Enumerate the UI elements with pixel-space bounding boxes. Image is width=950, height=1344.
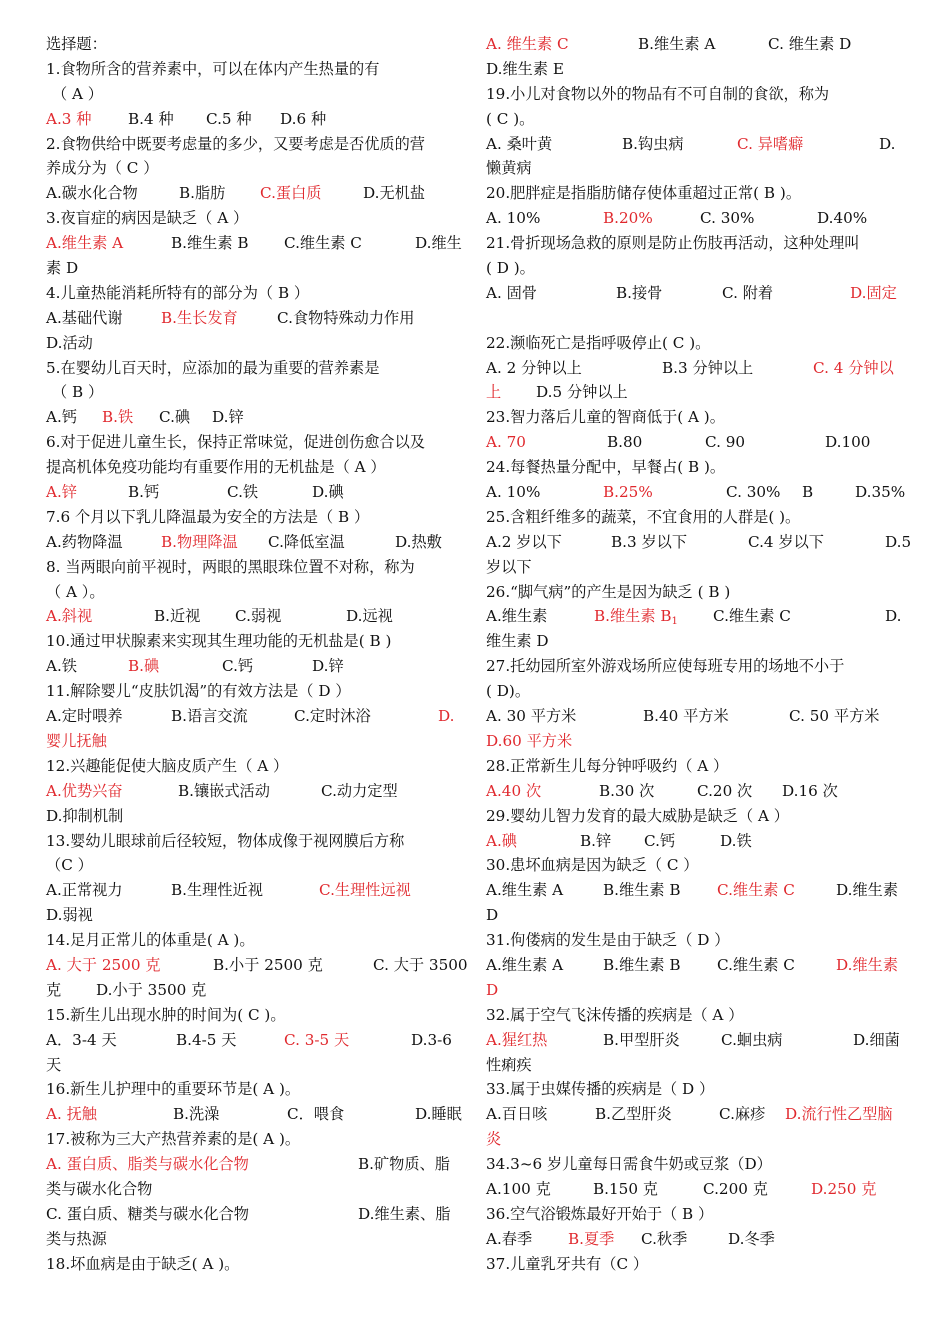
text-segment: D.抑制机制 bbox=[46, 806, 124, 825]
text-segment: C. 30% bbox=[726, 483, 781, 502]
text-segment: 14.足月正常儿的体重是( A )。 bbox=[46, 931, 255, 950]
text-line bbox=[486, 928, 904, 953]
text-segment: B.近视 bbox=[154, 607, 201, 626]
text-segment: C.维生素 C bbox=[284, 234, 362, 253]
answer-option: C.蛋白质 bbox=[260, 184, 322, 203]
text-segment: 28.正常新生儿每分钟呼吸约（ A ） bbox=[486, 756, 729, 775]
text-segment: 37.儿童乳牙共有（C ） bbox=[486, 1254, 649, 1273]
text-segment: 17.被称为三大产热营养素的是( A )。 bbox=[46, 1130, 301, 1149]
text-line bbox=[486, 107, 904, 132]
text-line bbox=[46, 679, 466, 704]
text-line bbox=[486, 1102, 904, 1127]
text-line bbox=[46, 804, 466, 829]
text-segment: A.铁 bbox=[46, 657, 77, 676]
text-segment: 性痢疾 bbox=[486, 1055, 532, 1074]
text-line bbox=[46, 231, 466, 256]
text-line bbox=[46, 1227, 466, 1252]
text-line bbox=[46, 281, 466, 306]
text-line bbox=[46, 306, 466, 331]
text-segment: C.维生素 C bbox=[713, 607, 791, 626]
text-line bbox=[486, 331, 904, 356]
text-segment: 类与热源 bbox=[46, 1229, 107, 1248]
text-line bbox=[46, 356, 466, 381]
text-segment: D.5 分钟以上 bbox=[536, 383, 628, 402]
text-line bbox=[46, 380, 466, 405]
text-line bbox=[46, 829, 466, 854]
answer-option: A.斜视 bbox=[46, 607, 93, 626]
text-segment: C.秋季 bbox=[641, 1229, 688, 1248]
text-segment: 20.肥胖症是指脂肪储存使体重超过正常( B )。 bbox=[486, 184, 802, 203]
text-line bbox=[46, 256, 466, 281]
text-segment: A.春季 bbox=[486, 1229, 533, 1248]
text-segment: B.洗澡 bbox=[173, 1105, 220, 1124]
text-line bbox=[46, 132, 466, 157]
text-segment: B.钙 bbox=[128, 483, 160, 502]
text-line bbox=[486, 380, 904, 405]
text-segment: 32.属于空气飞沫传播的疾病是（ A ） bbox=[486, 1005, 744, 1024]
text-segment: A.2 岁以下 bbox=[486, 532, 562, 551]
text-line bbox=[486, 1003, 904, 1028]
text-segment: C. 50 平方米 bbox=[789, 707, 880, 726]
text-segment: A.定时喂养 bbox=[46, 707, 123, 726]
answer-option: A. 维生素 C bbox=[486, 35, 569, 53]
text-line bbox=[46, 32, 466, 57]
text-segment: 29.婴幼儿智力发育的最大威胁是缺乏（ A ） bbox=[486, 806, 789, 825]
text-segment: B.80 bbox=[607, 433, 643, 452]
text-segment: B.维生素 B bbox=[603, 881, 681, 900]
answer-option: D.固定 bbox=[850, 283, 897, 302]
text-segment: B.4 种 bbox=[128, 109, 174, 128]
text-segment: D. bbox=[879, 134, 896, 153]
text-segment: （C ） bbox=[46, 856, 93, 875]
text-line bbox=[486, 1177, 904, 1202]
text-segment: A.百日咳 bbox=[486, 1105, 548, 1124]
text-segment: C.食物特殊动力作用 bbox=[277, 308, 415, 327]
text-line bbox=[46, 1028, 466, 1053]
text-segment: ( D)。 bbox=[486, 682, 531, 701]
text-segment: B.脂肪 bbox=[179, 184, 226, 203]
text-segment: A.碳水化合物 bbox=[46, 184, 138, 203]
text-segment: B.锌 bbox=[580, 831, 612, 850]
text-line bbox=[486, 181, 904, 206]
text-line bbox=[46, 505, 466, 530]
text-line bbox=[486, 405, 904, 430]
text-segment: 11.解除婴儿“皮肤饥渴”的有效方法是（ D ） bbox=[46, 682, 351, 701]
text-segment: C.麻疹 bbox=[719, 1105, 766, 1124]
text-segment: D.锌 bbox=[212, 408, 244, 427]
text-segment: C.200 克 bbox=[703, 1179, 768, 1198]
text-segment: B.3 岁以下 bbox=[611, 532, 688, 551]
text-segment: B.3 分钟以上 bbox=[662, 358, 754, 377]
text-segment: D bbox=[486, 906, 499, 925]
text-segment: 31.佝偻病的发生是由于缺乏（ D ） bbox=[486, 931, 730, 950]
text-line bbox=[46, 878, 466, 903]
text-segment: D.无机盐 bbox=[363, 184, 426, 203]
text-segment: D.碘 bbox=[312, 483, 344, 502]
answer-option: A.优势兴奋 bbox=[46, 781, 123, 800]
text-segment: B.接骨 bbox=[616, 283, 663, 302]
text-segment: A. 10% bbox=[486, 209, 541, 228]
text-line bbox=[486, 156, 904, 181]
text-segment: D.16 次 bbox=[782, 781, 838, 800]
text-line bbox=[46, 405, 466, 430]
text-line bbox=[46, 779, 466, 804]
text-segment: 16.新生儿护理中的重要环节是( A )。 bbox=[46, 1080, 301, 1099]
text-line bbox=[486, 1127, 904, 1152]
text-line bbox=[46, 903, 466, 928]
text-segment: 33.属于虫媒传播的疾病是（ D ） bbox=[486, 1080, 715, 1099]
text-segment: 25.含粗纤维多的蔬菜，不宜食用的人群是( )。 bbox=[486, 507, 801, 526]
text-line bbox=[46, 604, 466, 629]
text-line bbox=[46, 181, 466, 206]
text-segment: 选择题： bbox=[46, 35, 107, 53]
answer-option: B.铁 bbox=[102, 408, 134, 427]
text-line bbox=[46, 704, 466, 729]
text-line bbox=[46, 1152, 466, 1177]
text-line bbox=[46, 654, 466, 679]
text-segment: C. 90 bbox=[705, 433, 746, 452]
text-line bbox=[486, 530, 912, 555]
text-segment: （ A ）。 bbox=[46, 582, 105, 601]
text-segment: 21.骨折现场急救的原则是防止伤肢再活动，这种处理叫 bbox=[486, 234, 860, 253]
text-segment: A.100 克 bbox=[486, 1179, 551, 1198]
answer-option: 婴儿抚触 bbox=[46, 731, 107, 750]
text-line bbox=[46, 430, 466, 455]
text-segment: A.维生素 A bbox=[486, 881, 564, 900]
text-line bbox=[46, 206, 466, 231]
text-segment: C.碘 bbox=[159, 408, 191, 427]
text-line bbox=[486, 829, 904, 854]
text-segment: 6.对于促进儿童生长，保持正常味觉，促进创伤愈合以及 bbox=[46, 433, 425, 452]
text-line bbox=[486, 281, 904, 306]
text-segment: 13.婴幼儿眼球前后径较短，物体成像于视网膜后方称 bbox=[46, 831, 405, 850]
text-segment: D.弱视 bbox=[46, 906, 93, 925]
text-segment: 素 D bbox=[46, 259, 79, 278]
text-segment: C. 蛋白质、糖类与碳水化合物 bbox=[46, 1204, 249, 1223]
text-segment: C.降低室温 bbox=[268, 532, 345, 551]
text-segment: 22.濒临死亡是指呼吸停止( C )。 bbox=[486, 333, 711, 352]
text-segment: ( D )。 bbox=[486, 259, 535, 278]
text-line bbox=[486, 356, 904, 381]
text-line bbox=[46, 580, 466, 605]
answer-option: A.碘 bbox=[486, 831, 517, 850]
text-line bbox=[486, 654, 904, 679]
answer-option: C.维生素 C bbox=[717, 881, 795, 900]
text-segment: B bbox=[802, 483, 814, 502]
text-line bbox=[486, 729, 904, 754]
text-line bbox=[46, 1202, 466, 1227]
text-line bbox=[46, 1127, 466, 1152]
answer-option: A.维生素 A bbox=[46, 234, 124, 253]
text-line bbox=[486, 779, 904, 804]
answer-option: 上 bbox=[486, 383, 502, 402]
text-segment: A.药物降温 bbox=[46, 532, 123, 551]
text-line bbox=[486, 679, 904, 704]
answer-option: B.维生素 $B_1$ bbox=[594, 607, 678, 628]
text-segment: B.乙型肝炎 bbox=[595, 1105, 672, 1124]
text-segment: D.细菌 bbox=[853, 1030, 900, 1049]
text-line bbox=[486, 1152, 904, 1177]
text-segment: B.生理性近视 bbox=[171, 881, 263, 900]
text-segment: D.35% bbox=[855, 483, 906, 502]
text-line bbox=[486, 32, 904, 57]
answer-option: A.锌 bbox=[46, 483, 77, 502]
text-line bbox=[486, 953, 904, 978]
text-line bbox=[486, 480, 904, 505]
text-line bbox=[486, 555, 904, 580]
text-line bbox=[486, 604, 904, 629]
text-line bbox=[486, 1077, 904, 1102]
text-line bbox=[46, 978, 466, 1003]
text-line bbox=[46, 1177, 466, 1202]
answer-option: D.250 克 bbox=[811, 1179, 877, 1198]
text-segment: B.30 次 bbox=[599, 781, 655, 800]
text-segment: D.40% bbox=[817, 209, 868, 228]
text-segment: 5.在婴幼儿百天时，应添加的最为重要的营养素是 bbox=[46, 358, 380, 377]
text-segment: C.5 种 bbox=[206, 109, 252, 128]
text-segment: D.6 种 bbox=[280, 109, 327, 128]
text-segment: B.钩虫病 bbox=[622, 134, 684, 153]
text-segment: 30.患坏血病是因为缺乏（ C ） bbox=[486, 856, 699, 875]
text-segment: A.基础代谢 bbox=[46, 308, 123, 327]
left-column bbox=[46, 32, 466, 1277]
text-segment: C.钙 bbox=[222, 657, 254, 676]
text-segment: A．3-4 天 bbox=[46, 1030, 117, 1049]
text-segment: ( C )。 bbox=[486, 109, 535, 128]
answer-option: D bbox=[486, 980, 499, 999]
text-line bbox=[486, 231, 904, 256]
text-line bbox=[486, 853, 904, 878]
text-line bbox=[486, 903, 904, 928]
text-segment: D.维生 bbox=[415, 234, 462, 253]
text-line bbox=[486, 629, 904, 654]
text-segment: A. 固骨 bbox=[486, 283, 537, 302]
text-segment: 2.食物供给中既要考虑量的多少，又要考虑是否优质的营 bbox=[46, 134, 425, 153]
text-segment: D.100 bbox=[825, 433, 871, 452]
text-segment: 4.儿童热能消耗所特有的部分为（ B ） bbox=[46, 283, 310, 302]
text-segment: B.150 克 bbox=[593, 1179, 658, 1198]
answer-option: A. 70 bbox=[486, 433, 526, 452]
text-segment: D.维生素 E bbox=[486, 59, 564, 78]
text-segment: D.维生素 bbox=[836, 881, 899, 900]
answer-option: B.25% bbox=[603, 483, 653, 502]
text-line bbox=[46, 331, 466, 356]
text-segment: D.远视 bbox=[346, 607, 393, 626]
text-segment: D.睡眠 bbox=[415, 1105, 462, 1124]
text-segment: A. 30 平方米 bbox=[486, 707, 577, 726]
text-line bbox=[486, 1028, 904, 1053]
text-segment: 克 bbox=[46, 980, 62, 999]
answer-option: A. 大于 2500 克 bbox=[46, 955, 161, 974]
subscript: 1 bbox=[671, 616, 678, 628]
text-segment: C.动力定型 bbox=[321, 781, 398, 800]
text-line bbox=[486, 430, 904, 455]
answer-option: D.60 平方米 bbox=[486, 731, 573, 750]
text-segment: 维生素 D bbox=[486, 632, 549, 651]
text-segment: C. 附着 bbox=[722, 283, 774, 302]
text-segment: 27.托幼园所室外游戏场所应使每班专用的场地不小于 bbox=[486, 657, 845, 676]
text-line bbox=[46, 1102, 466, 1127]
text-segment: 19.小儿对食物以外的物品有不可自制的食欲，称为 bbox=[486, 84, 830, 103]
text-segment: B.40 平方米 bbox=[643, 707, 729, 726]
text-segment: （ A ） bbox=[52, 84, 103, 103]
text-segment: A.维生素 bbox=[486, 607, 548, 626]
text-segment: 8. 当两眼向前平视时，两眼的黑眼珠位置不对称，称为 bbox=[46, 557, 415, 576]
text-segment: D.铁 bbox=[720, 831, 752, 850]
text-segment: B.维生素 B bbox=[603, 955, 681, 974]
text-line bbox=[46, 82, 466, 107]
text-segment: B.4-5 天 bbox=[176, 1030, 237, 1049]
text-line bbox=[486, 132, 904, 157]
text-line bbox=[46, 455, 466, 480]
text-line bbox=[486, 82, 904, 107]
answer-option: D.维生素 bbox=[836, 955, 899, 974]
right-column bbox=[486, 32, 912, 1277]
text-segment: C.蛔虫病 bbox=[721, 1030, 783, 1049]
text-line bbox=[486, 505, 904, 530]
text-line bbox=[46, 530, 466, 555]
text-segment: 提高机体免疫功能均有重要作用的无机盐是（ A ） bbox=[46, 458, 386, 477]
answer-option: C. 异嗜癖 bbox=[737, 134, 804, 153]
text-line bbox=[486, 580, 904, 605]
answer-option: B.碘 bbox=[128, 657, 160, 676]
text-segment: A.钙 bbox=[46, 408, 77, 427]
answer-option: A.猩红热 bbox=[486, 1030, 548, 1049]
text-segment: B.小于 2500 克 bbox=[213, 955, 323, 974]
text-line bbox=[486, 878, 904, 903]
text-segment: 26.“脚气病”的产生是因为缺乏 ( B ) bbox=[486, 582, 731, 601]
text-segment: B.语言交流 bbox=[171, 707, 248, 726]
text-segment: 养成分为（ C ） bbox=[46, 159, 159, 178]
text-line bbox=[486, 57, 904, 82]
text-segment: C.定时沐浴 bbox=[294, 707, 371, 726]
text-segment: A. 桑叶黄 bbox=[486, 134, 553, 153]
text-segment: C．喂食 bbox=[287, 1105, 345, 1124]
text-segment: A.正常视力 bbox=[46, 881, 123, 900]
text-line bbox=[46, 629, 466, 654]
text-segment: （ B ） bbox=[52, 383, 104, 402]
text-segment: 3.夜盲症的病因是缺乏（ A ） bbox=[46, 209, 249, 228]
text-segment: 15.新生儿出现水肿的时间为( C )。 bbox=[46, 1005, 286, 1024]
text-line bbox=[486, 455, 904, 480]
text-segment: D.小于 3500 克 bbox=[96, 980, 207, 999]
text-segment: C.钙 bbox=[644, 831, 676, 850]
answer-option: B.夏季 bbox=[568, 1229, 615, 1248]
text-line bbox=[486, 804, 904, 829]
answer-option: A.40 次 bbox=[486, 781, 542, 800]
answer-option: C.生理性远视 bbox=[319, 881, 411, 900]
text-segment: 18.坏血病是由于缺乏( A )。 bbox=[46, 1254, 240, 1273]
text-segment: B.维生素 B bbox=[171, 234, 249, 253]
text-segment: 类与碳水化合物 bbox=[46, 1179, 153, 1198]
text-segment: 12.兴趣能促使大脑皮质产生（ A ） bbox=[46, 756, 289, 775]
text-segment: D.活动 bbox=[46, 333, 93, 352]
answer-option: C. 3-5 天 bbox=[284, 1030, 350, 1049]
text-line bbox=[46, 555, 466, 580]
text-segment: B.镶嵌式活动 bbox=[178, 781, 270, 800]
text-segment: C.4 岁以下 bbox=[748, 532, 824, 551]
answer-option: D. bbox=[438, 707, 455, 726]
text-segment: B.矿物质、脂 bbox=[358, 1155, 450, 1174]
text-line bbox=[46, 107, 466, 132]
text-segment: D. bbox=[885, 607, 902, 626]
answer-option: A. 蛋白质、脂类与碳水化合物 bbox=[46, 1155, 249, 1174]
text-line bbox=[46, 57, 466, 82]
answer-option: B.20% bbox=[603, 209, 653, 228]
text-segment: B.维生素 A bbox=[638, 35, 716, 53]
text-line bbox=[486, 256, 904, 281]
text-line bbox=[46, 928, 466, 953]
answer-option: A.3 种 bbox=[46, 109, 92, 128]
text-segment: B.甲型肝炎 bbox=[603, 1030, 680, 1049]
text-line bbox=[486, 978, 904, 1003]
text-line bbox=[486, 1227, 904, 1252]
text-line bbox=[486, 1252, 904, 1277]
text-segment: A. 2 分钟以上 bbox=[486, 358, 582, 377]
text-segment: 24.每餐热量分配中，早餐占( B )。 bbox=[486, 458, 726, 477]
text-segment: D.3-6 bbox=[411, 1030, 452, 1049]
text-line bbox=[486, 1053, 904, 1078]
text-segment: 天 bbox=[46, 1055, 62, 1074]
text-segment: D.冬季 bbox=[728, 1229, 775, 1248]
text-segment: 1.食物所含的营养素中，可以在体内产生热量的有 bbox=[46, 59, 380, 78]
text-segment: 10.通过甲状腺素来实现其生理功能的无机盐是( B ) bbox=[46, 632, 392, 651]
text-line bbox=[46, 1003, 466, 1028]
text-line bbox=[46, 480, 466, 505]
text-segment: D.5 bbox=[885, 532, 912, 551]
text-segment: 7.6 个月以下乳儿降温最为安全的方法是（ B ） bbox=[46, 507, 370, 526]
text-segment: C.20 次 bbox=[697, 781, 753, 800]
text-line bbox=[46, 1077, 466, 1102]
text-segment: C.弱视 bbox=[235, 607, 282, 626]
answer-option: C. 4 分钟以 bbox=[813, 358, 894, 377]
answer-option: B.生长发育 bbox=[161, 308, 238, 327]
text-segment: 23.智力落后儿童的智商低于( A )。 bbox=[486, 408, 725, 427]
text-line bbox=[486, 1202, 904, 1227]
answer-option: D.流行性乙型脑 bbox=[785, 1105, 893, 1124]
text-segment: 36.空气浴锻炼最好开始于（ B ） bbox=[486, 1204, 714, 1223]
text-segment: C. 30% bbox=[700, 209, 755, 228]
text-segment: 懒黄病 bbox=[486, 159, 532, 178]
text-line bbox=[46, 953, 466, 978]
text-line bbox=[46, 1252, 466, 1277]
text-line bbox=[46, 853, 466, 878]
answer-option: 炎 bbox=[486, 1130, 502, 1149]
text-line bbox=[46, 1053, 466, 1078]
text-segment: A.维生素 A bbox=[486, 955, 564, 974]
text-line bbox=[46, 156, 466, 181]
text-segment: 岁以下 bbox=[486, 557, 532, 576]
text-segment: A. 10% bbox=[486, 483, 541, 502]
text-line bbox=[486, 704, 904, 729]
text-line bbox=[486, 306, 904, 331]
answer-option: B.物理降温 bbox=[161, 532, 238, 551]
text-segment: C.铁 bbox=[227, 483, 259, 502]
text-line bbox=[46, 754, 466, 779]
text-segment: C. 维生素 D bbox=[768, 35, 852, 53]
text-segment: C.维生素 C bbox=[717, 955, 795, 974]
text-line bbox=[486, 206, 904, 231]
text-segment: D.锌 bbox=[312, 657, 344, 676]
text-segment: 34.3~6 岁儿童每日需食牛奶或豆浆（D） bbox=[486, 1155, 772, 1174]
answer-option: A. 抚触 bbox=[46, 1105, 97, 1124]
text-segment: D.维生素、脂 bbox=[358, 1204, 451, 1223]
text-segment: D.热敷 bbox=[395, 532, 442, 551]
text-line bbox=[46, 729, 466, 754]
text-segment: C. 大于 3500 bbox=[373, 955, 468, 974]
text-line bbox=[486, 754, 904, 779]
